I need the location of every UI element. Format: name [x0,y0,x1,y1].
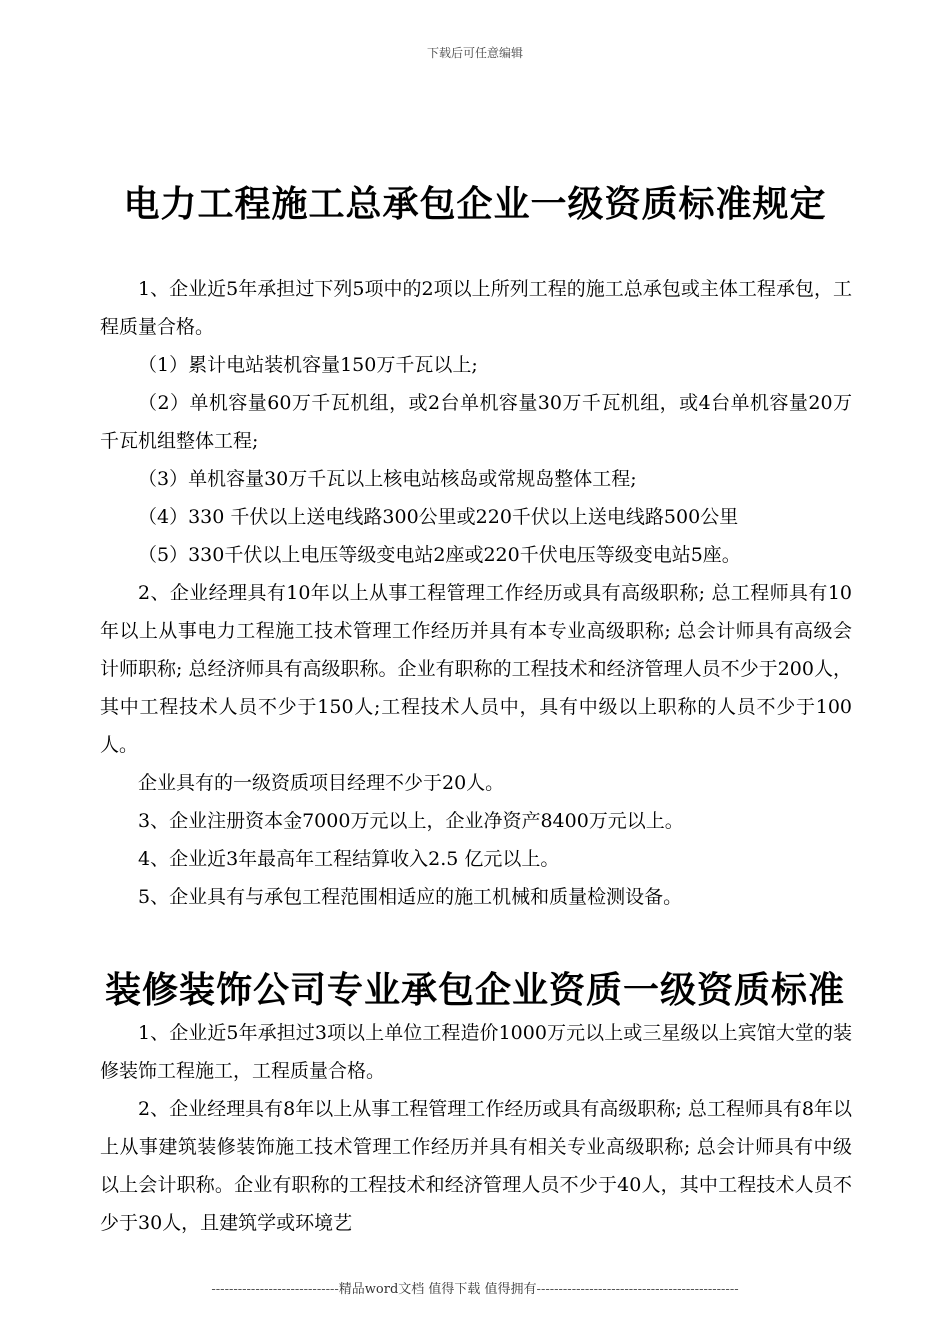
page-footer [0,1278,950,1297]
section1-paragraph: （5）330千伏以上电压等级变电站2座或220千伏电压等级变电站5座。 [138,544,741,566]
section1-paragraph: 企业具有的一级资质项目经理不少于20人。 [138,772,505,794]
section1-paragraph: （3）单机容量30万千瓦以上核电站核岛或常规岛整体工程; [138,468,637,490]
section1-body [100,270,852,916]
section2-paragraph: 1、企业近5年承担过3项以上单位工程造价1000万元以上或三星级以上宾馆大堂的装修装饰工程施工，工程质量合格。 [100,1022,852,1082]
section1-paragraph: 4、企业近3年最高年工程结算收入2.5 亿元以上。 [138,848,560,870]
footer-text: 精品word文档 值得下载 值得拥有 [338,1282,537,1297]
section1-paragraph: （4）330 千伏以上送电线路300公里或220千伏以上送电线路500公里 [138,506,739,528]
header-note: 下载后可任意编辑 [426,46,523,60]
section1-paragraph: 2、企业经理具有10年以上从事工程管理工作经历或具有高级职称; 总工程师具有10年以上从事电力工程施工技术管理工作经历并具有本专业高级职称; 总会计师具有高级会计师职称; 总经济师具有高级职称。企业有职称的工程技术和经济管理人员不少于200人，其中工程技术人员不少于150人;工程技术人员中，具有中级以上职称的人员不少于100人。 [100,582,852,756]
section2-body [100,1014,852,1242]
section1-paragraph: （1）累计电站装机容量150万千瓦以上; [138,354,478,376]
section1-paragraph: （2）单机容量60万千瓦机组，或2台单机容量30万千瓦机组，或4台单机容量20万千瓦机组整体工程; [100,392,852,452]
section1-paragraph: 5、企业具有与承包工程范围相适应的施工机械和质量检测设备。 [138,886,683,908]
section1-paragraph: 1、企业近5年承担过下列5项中的2项以上所列工程的施工总承包或主体工程承包，工程质量合格。 [100,278,852,338]
section1-paragraph: 3、企业注册资本金7000万元以上，企业净资产8400万元以上。 [138,810,684,832]
section2-paragraph: 2、企业经理具有8年以上从事工程管理工作经历或具有高级职称; 总工程师具有8年以上从事建筑装修装饰施工技术管理工作经历并具有相关专业高级职称; 总会计师具有中级以上会计职称。企业有职称的工程技术和经济管理人员不少于40人，其中工程技术人员不少于30人，且建筑学或环境艺 [100,1098,852,1234]
footer-right-dashes: ---------------------------------------------- [536,1282,739,1297]
section1-title: 电力工程施工总承包企业一级资质标准规定 [123,184,827,225]
section2-title: 装修装饰公司专业承包企业资质一级资质标准 [104,970,845,1011]
footer-left-dashes: ----------------------------- [211,1282,339,1297]
